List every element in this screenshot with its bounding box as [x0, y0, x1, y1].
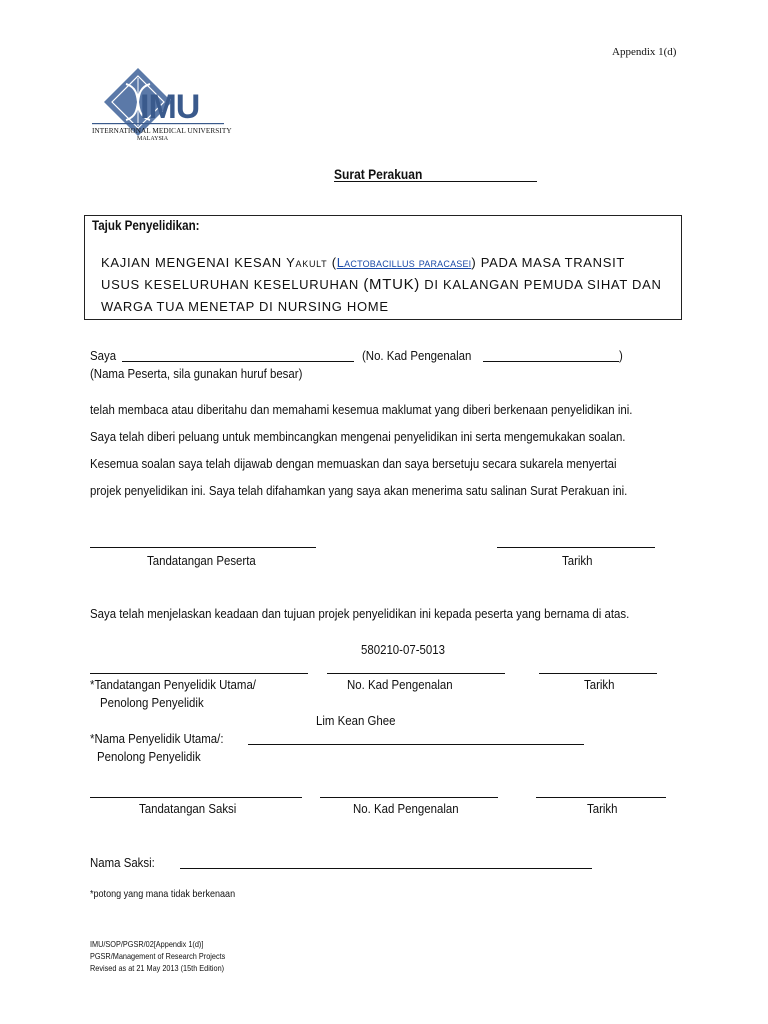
researcher-name-field[interactable]: [248, 744, 584, 745]
footer-line-2: PGSR/Management of Research Projects: [90, 951, 226, 961]
declaration-line-4: projek penyelidikan ini. Saya telah difahamkan yang saya akan menerima satu salinan Surat Perakuan ini.: [90, 483, 628, 498]
declaration-line-3: Kesemua soalan saya telah dijawab dengan memuaskan dan saya bersetuju secara sukarela menyertai: [90, 456, 617, 471]
research-line-3: WARGA TUA MENETAP DI NURSING HOME: [101, 299, 389, 314]
participant-name-field[interactable]: [122, 361, 354, 362]
document-title: Surat Perakuan: [334, 166, 423, 182]
witness-name-label: Nama Saksi:: [90, 855, 155, 870]
witness-ic-label: No. Kad Pengenalan: [353, 801, 459, 816]
participant-date-label: Tarikh: [562, 553, 593, 568]
species-link[interactable]: Lactobacillus paracasei: [336, 255, 472, 270]
participant-ic-label: (No. Kad Pengenalan: [362, 348, 472, 363]
researcher-explanation: Saya telah menjelaskan keadaan dan tujuan projek penyelidikan ini kepada peserta yang bernama di atas.: [90, 606, 630, 621]
appendix-label: Appendix 1(d): [612, 46, 677, 58]
logo-university-name: INTERNATIONAL MEDICAL UNIVERSITY: [92, 127, 232, 135]
declaration-line-2: Saya telah diberi peluang untuk membincangkan mengenai penyelidikan ini serta mengemukakan soalan.: [90, 429, 626, 444]
footer-line-1: IMU/SOP/PGSR/02[Appendix 1(d)]: [90, 939, 204, 949]
researcher-date-field[interactable]: [539, 673, 657, 674]
research-line-2: USUS KESELURUHAN KESELURUHAN (MTUK) DI KALANGAN PEMUDA SIHAT DAN: [101, 276, 662, 293]
researcher-signature-field[interactable]: [90, 673, 308, 674]
researcher-date-label: Tarikh: [584, 677, 615, 692]
researcher-ic-field[interactable]: [327, 673, 505, 674]
witness-signature-field[interactable]: [90, 797, 302, 798]
participant-date-field[interactable]: [497, 547, 655, 548]
researcher-ic-label: No. Kad Pengenalan: [347, 677, 453, 692]
researcher-name-label-2: Penolong Penyelidik: [97, 749, 201, 764]
footer-line-3: Revised as at 21 May 2013 (15th Edition): [90, 963, 225, 973]
logo-country: MALAYSIA: [137, 136, 169, 142]
participant-signature-field[interactable]: [90, 547, 316, 548]
researcher-signature-label: *Tandatangan Penyelidik Utama/: [90, 677, 256, 692]
imu-wordmark: IMU: [140, 88, 200, 126]
participant-ic-field[interactable]: [483, 361, 619, 362]
research-heading: Tajuk Penyelidikan:: [92, 218, 200, 233]
researcher-signature-label-2: Penolong Penyelidik: [100, 695, 204, 710]
title-underline: [334, 181, 537, 182]
witness-date-label: Tarikh: [587, 801, 618, 816]
researcher-name-label: *Nama Penyelidik Utama/:: [90, 731, 224, 746]
footnote: *potong yang mana tidak berkenaan: [90, 888, 236, 900]
declaration-line-1: telah membaca atau diberitahu dan memahami kesemua maklumat yang diberi berkenaan penyelidikan ini.: [90, 402, 633, 417]
witness-signature-label: Tandatangan Saksi: [139, 801, 237, 816]
researcher-ic-value: 580210-07-5013: [361, 642, 445, 657]
researcher-name-value: Lim Kean Ghee: [316, 713, 396, 728]
witness-date-field[interactable]: [536, 797, 666, 798]
research-title-text: [101, 252, 679, 318]
participant-ic-close: ): [619, 348, 623, 363]
witness-name-field[interactable]: [180, 868, 592, 869]
witness-ic-field[interactable]: [320, 797, 498, 798]
research-line-1: KAJIAN MENGENAI KESAN Yakult (Lactobacillus paracasei) PADA MASA TRANSIT: [101, 255, 626, 270]
participant-name-note: (Nama Peserta, sila gunakan huruf besar): [90, 366, 303, 381]
participant-signature-label: Tandatangan Peserta: [147, 553, 256, 568]
saya-label: Saya: [90, 348, 117, 363]
